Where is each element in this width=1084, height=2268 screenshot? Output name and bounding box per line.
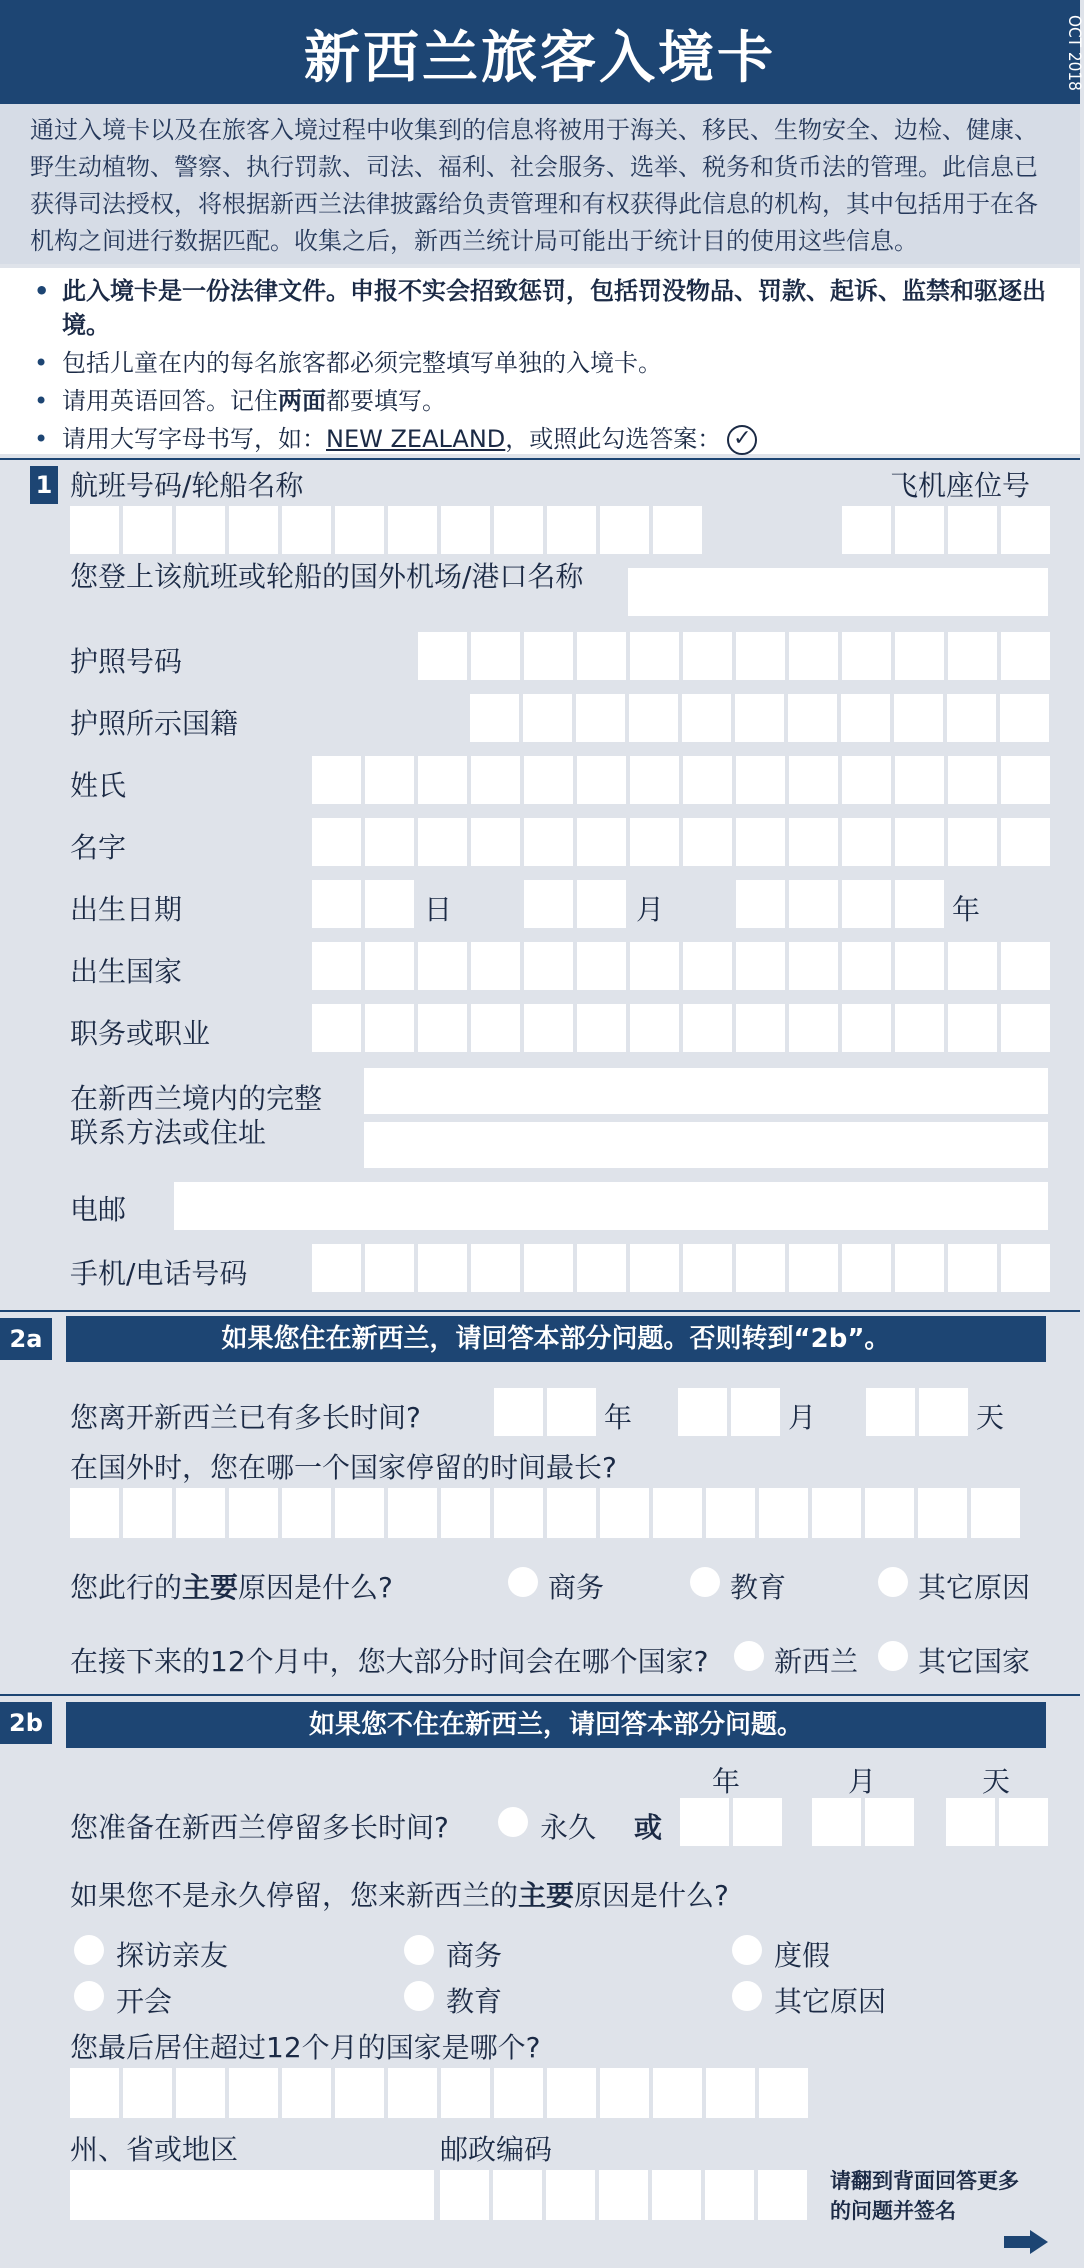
turn-over-note: 请翻到背面回答更多的问题并签名 xyxy=(830,2169,1019,2223)
char-box[interactable] xyxy=(895,1004,944,1052)
char-box[interactable] xyxy=(440,2170,489,2220)
char-box[interactable] xyxy=(577,632,626,680)
visit-business-label: 商务 xyxy=(446,1939,503,1972)
char-box[interactable] xyxy=(312,818,361,866)
section-2b-divider xyxy=(0,1694,1080,1696)
instruction-each xyxy=(30,346,1050,380)
char-box[interactable] xyxy=(842,506,891,554)
char-box[interactable] xyxy=(335,1488,384,1538)
visit-conference-radio[interactable] xyxy=(74,1981,104,2011)
next-nz-radio[interactable] xyxy=(734,1641,764,1671)
char-box[interactable] xyxy=(441,2068,490,2118)
char-box[interactable] xyxy=(1001,1244,1050,1292)
dob-day-label: 日 xyxy=(424,893,453,926)
reason-other-radio[interactable] xyxy=(878,1567,908,1597)
char-box[interactable] xyxy=(471,1004,520,1052)
char-box[interactable] xyxy=(229,2068,278,2118)
char-box[interactable] xyxy=(418,942,467,990)
char-box[interactable] xyxy=(176,1488,225,1538)
char-box[interactable] xyxy=(418,632,467,680)
char-box[interactable] xyxy=(441,1488,490,1538)
char-box[interactable] xyxy=(600,506,649,554)
stay-month-label: 月 xyxy=(848,1765,877,1798)
char-box[interactable] xyxy=(523,694,572,742)
char-box[interactable] xyxy=(524,942,573,990)
char-box[interactable] xyxy=(471,818,520,866)
char-box[interactable] xyxy=(789,632,838,680)
dob-month-label: 月 xyxy=(636,893,665,926)
char-box[interactable] xyxy=(812,1798,861,1846)
char-box[interactable] xyxy=(524,880,573,928)
char-box[interactable] xyxy=(312,756,361,804)
char-box[interactable] xyxy=(365,880,414,928)
char-box[interactable] xyxy=(946,1798,995,1846)
char-box[interactable] xyxy=(176,2068,225,2118)
visit-holiday-radio[interactable] xyxy=(732,1935,762,1965)
visit-other-radio[interactable] xyxy=(732,1981,762,2011)
char-box[interactable] xyxy=(365,1004,414,1052)
given-name-label: 名字 xyxy=(70,831,127,864)
char-box[interactable] xyxy=(895,942,944,990)
char-box[interactable] xyxy=(471,632,520,680)
port-field[interactable] xyxy=(628,568,1048,616)
next-other-radio[interactable] xyxy=(878,1641,908,1671)
char-box[interactable] xyxy=(895,880,944,928)
trip-reason-label xyxy=(70,1566,393,1606)
char-box[interactable] xyxy=(388,506,437,554)
port-label: 您登上该航班或轮船的国外机场/港口名称 xyxy=(70,560,584,593)
char-box[interactable] xyxy=(524,818,573,866)
char-box[interactable] xyxy=(736,818,785,866)
char-box[interactable] xyxy=(1001,756,1050,804)
char-box[interactable] xyxy=(470,694,519,742)
char-box[interactable] xyxy=(418,1004,467,1052)
dob-label: 出生日期 xyxy=(70,893,183,926)
char-box[interactable] xyxy=(547,2068,596,2118)
char-box[interactable] xyxy=(759,2068,808,2118)
char-box[interactable] xyxy=(494,506,543,554)
char-box[interactable] xyxy=(758,2170,807,2220)
time-away-month-label: 月 xyxy=(788,1401,817,1434)
char-box[interactable] xyxy=(736,942,785,990)
char-box[interactable] xyxy=(895,818,944,866)
char-box[interactable] xyxy=(335,2068,384,2118)
stay-permanent-radio[interactable] xyxy=(498,1807,528,1837)
char-box[interactable] xyxy=(706,2068,755,2118)
char-box[interactable] xyxy=(599,2170,648,2220)
char-box[interactable] xyxy=(812,1488,861,1538)
email-field[interactable] xyxy=(174,1182,1048,1230)
char-box[interactable] xyxy=(948,818,997,866)
stay-permanent-label: 永久 xyxy=(540,1811,597,1844)
char-box[interactable] xyxy=(1001,818,1050,866)
stay-year-label: 年 xyxy=(712,1765,741,1798)
char-box[interactable] xyxy=(653,1488,702,1538)
dob-year-label: 年 xyxy=(952,893,981,926)
char-box[interactable] xyxy=(630,942,679,990)
visit-reason-pre: 如果您不是永久停留，您来新西兰的 xyxy=(70,1879,519,1912)
section-1-number: 1 xyxy=(30,466,58,504)
longest-country-label: 在国外时，您在哪一个国家停留的时间最长? xyxy=(70,1451,617,1484)
char-box[interactable] xyxy=(736,1244,785,1292)
phone-label: 手机/电话号码 xyxy=(70,1257,248,1290)
char-box[interactable] xyxy=(524,756,573,804)
char-box[interactable] xyxy=(735,694,784,742)
char-box[interactable] xyxy=(683,942,732,990)
char-box[interactable] xyxy=(736,1004,785,1052)
char-box[interactable] xyxy=(282,2068,331,2118)
char-box[interactable] xyxy=(736,756,785,804)
visit-friends-radio[interactable] xyxy=(74,1935,104,1965)
header xyxy=(0,0,1084,104)
flight-label: 航班号码/轮船名称 xyxy=(70,469,304,502)
char-box[interactable] xyxy=(312,880,361,928)
arrow-right-icon xyxy=(1004,2230,1050,2254)
char-box[interactable] xyxy=(176,506,225,554)
next-12-months-label: 在接下来的12个月中，您大部分时间会在哪个国家? xyxy=(70,1645,709,1678)
char-box[interactable] xyxy=(736,632,785,680)
char-box[interactable] xyxy=(1000,694,1049,742)
trip-reason-post: 原因是什么? xyxy=(238,1571,393,1604)
char-box[interactable] xyxy=(282,1488,331,1538)
char-box[interactable] xyxy=(312,1244,361,1292)
char-box[interactable] xyxy=(788,694,837,742)
instruction-english-bold: 两面 xyxy=(278,387,326,415)
char-box[interactable] xyxy=(70,2068,119,2118)
char-box[interactable] xyxy=(576,694,625,742)
section-2a-banner: 如果您住在新西兰，请回答本部分问题。否则转到“2b”。 xyxy=(66,1316,1046,1362)
visit-conference-label: 开会 xyxy=(116,1985,173,2018)
char-box[interactable] xyxy=(524,1004,573,1052)
char-box[interactable] xyxy=(630,756,679,804)
char-box[interactable] xyxy=(577,942,626,990)
char-box[interactable] xyxy=(577,818,626,866)
char-box[interactable] xyxy=(895,1244,944,1292)
char-box[interactable] xyxy=(312,1004,361,1052)
char-box[interactable] xyxy=(895,756,944,804)
char-box[interactable] xyxy=(918,1488,967,1538)
address-field-line-1[interactable] xyxy=(364,1068,1048,1114)
section-2b-number: 2b xyxy=(0,1702,52,1744)
char-box[interactable] xyxy=(418,1244,467,1292)
instruction-each-text: 包括儿童在内的每名旅客都必须完整填写单独的入境卡。 xyxy=(62,349,662,377)
char-box[interactable] xyxy=(733,1798,782,1846)
surname-label: 姓氏 xyxy=(70,769,127,802)
char-box[interactable] xyxy=(1001,942,1050,990)
char-box[interactable] xyxy=(630,818,679,866)
time-away-year-label: 年 xyxy=(604,1401,633,1434)
state-label: 州、省或地区 xyxy=(70,2133,239,2166)
char-box[interactable] xyxy=(789,756,838,804)
char-box[interactable] xyxy=(842,756,891,804)
char-box[interactable] xyxy=(842,1004,891,1052)
stay-day-label: 天 xyxy=(982,1765,1011,1798)
visit-business-radio[interactable] xyxy=(404,1935,434,1965)
char-box[interactable] xyxy=(948,756,997,804)
char-box[interactable] xyxy=(866,1388,915,1436)
char-box[interactable] xyxy=(895,506,944,554)
char-box[interactable] xyxy=(335,506,384,554)
char-box[interactable] xyxy=(471,942,520,990)
char-box[interactable] xyxy=(365,756,414,804)
instruction-capitals-example: NEW ZEALAND xyxy=(326,425,506,453)
char-box[interactable] xyxy=(577,1244,626,1292)
char-box[interactable] xyxy=(547,1388,596,1436)
seat-label: 飞机座位号 xyxy=(890,469,1031,502)
char-box[interactable] xyxy=(680,1798,729,1846)
section-1-divider xyxy=(0,458,1080,460)
char-box[interactable] xyxy=(123,1488,172,1538)
birth-country-label: 出生国家 xyxy=(70,955,183,988)
char-box[interactable] xyxy=(682,694,731,742)
char-box[interactable] xyxy=(365,1244,414,1292)
char-box[interactable] xyxy=(418,756,467,804)
reason-education-label: 教育 xyxy=(730,1571,787,1604)
char-box[interactable] xyxy=(947,694,996,742)
instructions xyxy=(0,268,1080,454)
version-label: OCT 2018 xyxy=(1064,15,1084,91)
card-title: 新西兰旅客入境卡 xyxy=(304,26,776,91)
instruction-english-post: 都要填写。 xyxy=(326,387,446,415)
instruction-english xyxy=(30,384,1050,418)
reason-education-radio[interactable] xyxy=(690,1567,720,1597)
time-away-label: 您离开新西兰已有多长时间? xyxy=(70,1401,421,1434)
char-box[interactable] xyxy=(652,2170,701,2220)
char-box[interactable] xyxy=(653,2068,702,2118)
visit-reason-bold: 主要 xyxy=(518,1879,575,1912)
address-field-line-2[interactable] xyxy=(364,1122,1048,1168)
section-2a-divider xyxy=(0,1310,1080,1312)
nationality-label: 护照所示国籍 xyxy=(70,707,239,740)
state-field[interactable] xyxy=(70,2170,434,2220)
char-box[interactable] xyxy=(365,942,414,990)
reason-other-label: 其它原因 xyxy=(918,1571,1031,1604)
char-box[interactable] xyxy=(948,942,997,990)
last-country-label: 您最后居住超过12个月的国家是哪个? xyxy=(70,2031,541,2064)
char-box[interactable] xyxy=(789,880,838,928)
trip-reason-pre: 您此行的 xyxy=(70,1571,183,1604)
char-box[interactable] xyxy=(577,1004,626,1052)
char-box[interactable] xyxy=(842,942,891,990)
char-box[interactable] xyxy=(494,1388,543,1436)
email-label: 电邮 xyxy=(70,1193,127,1226)
reason-business-label: 商务 xyxy=(548,1571,605,1604)
char-box[interactable] xyxy=(842,632,891,680)
char-box[interactable] xyxy=(789,1244,838,1292)
instruction-legal-text: 此入境卡是一份法律文件。申报不实会招致惩罚，包括罚没物品、罚款、起诉、监禁和驱逐出境。 xyxy=(62,277,1046,339)
char-box[interactable] xyxy=(494,2068,543,2118)
char-box[interactable] xyxy=(789,1004,838,1052)
instruction-legal xyxy=(30,274,1050,342)
char-box[interactable] xyxy=(1001,506,1050,554)
char-box[interactable] xyxy=(842,880,891,928)
char-box[interactable] xyxy=(678,1388,727,1436)
next-nz-label: 新西兰 xyxy=(774,1645,859,1678)
char-box[interactable] xyxy=(841,694,890,742)
next-other-label: 其它国家 xyxy=(918,1645,1031,1678)
char-box[interactable] xyxy=(282,506,331,554)
char-box[interactable] xyxy=(229,506,278,554)
char-box[interactable] xyxy=(441,506,490,554)
visit-other-label: 其它原因 xyxy=(774,1985,887,2018)
char-box[interactable] xyxy=(948,1004,997,1052)
char-box[interactable] xyxy=(706,1488,755,1538)
or-label: 或 xyxy=(634,1811,663,1844)
visit-reason-label xyxy=(70,1874,729,1914)
char-box[interactable] xyxy=(971,1488,1020,1538)
char-box[interactable] xyxy=(123,2068,172,2118)
char-box[interactable] xyxy=(229,1488,278,1538)
char-box[interactable] xyxy=(842,818,891,866)
char-box[interactable] xyxy=(759,1488,808,1538)
reason-business-radio[interactable] xyxy=(508,1567,538,1597)
char-box[interactable] xyxy=(629,694,678,742)
char-box[interactable] xyxy=(683,756,732,804)
char-box[interactable] xyxy=(736,880,785,928)
time-away-day-label: 天 xyxy=(976,1401,1005,1434)
char-box[interactable] xyxy=(471,1244,520,1292)
char-box[interactable] xyxy=(630,1004,679,1052)
char-box[interactable] xyxy=(418,818,467,866)
char-box[interactable] xyxy=(471,756,520,804)
char-box[interactable] xyxy=(894,694,943,742)
char-box[interactable] xyxy=(653,506,702,554)
stay-length-label: 您准备在新西兰停留多长时间? xyxy=(70,1811,449,1844)
char-box[interactable] xyxy=(1001,632,1050,680)
char-box[interactable] xyxy=(999,1798,1048,1846)
intro-text: 通过入境卡以及在旅客入境过程中收集到的信息将被用于海关、移民、生物安全、边检、健康、野生动植物、警察、执行罚款、司法、福利、社会服务、选举、税务和货币法的管理。此信息已获得司法授权，将根据新西兰法律披露给负责管理和有权获得此信息的机构，其中包括用于在各机构之间进行数据匹配。收集之后，新西兰统计局可能出于统计目的使用这些信息。 xyxy=(30,116,1038,255)
char-box[interactable] xyxy=(123,506,172,554)
char-box[interactable] xyxy=(919,1388,968,1436)
char-box[interactable] xyxy=(630,1244,679,1292)
char-box[interactable] xyxy=(600,2068,649,2118)
char-box[interactable] xyxy=(388,1488,437,1538)
visit-education-radio[interactable] xyxy=(404,1981,434,2011)
char-box[interactable] xyxy=(683,1244,732,1292)
char-box[interactable] xyxy=(524,632,573,680)
char-box[interactable] xyxy=(683,818,732,866)
visit-education-label: 教育 xyxy=(446,1985,503,2018)
char-box[interactable] xyxy=(948,632,997,680)
instruction-capitals-pre: 请用大写字母书写，如： xyxy=(62,425,326,453)
char-box[interactable] xyxy=(577,756,626,804)
char-box[interactable] xyxy=(493,2170,542,2220)
visit-reason-post: 原因是什么? xyxy=(574,1879,729,1912)
trip-reason-bold: 主要 xyxy=(182,1571,239,1604)
char-box[interactable] xyxy=(705,2170,754,2220)
char-box[interactable] xyxy=(865,1798,914,1846)
char-box[interactable] xyxy=(312,942,361,990)
char-box[interactable] xyxy=(388,2068,437,2118)
char-box[interactable] xyxy=(70,506,119,554)
section-2b-banner: 如果您不住在新西兰，请回答本部分问题。 xyxy=(66,1702,1046,1748)
char-box[interactable] xyxy=(789,818,838,866)
occupation-label: 职务或职业 xyxy=(70,1017,211,1050)
char-box[interactable] xyxy=(683,1004,732,1052)
address-label: 在新西兰境内的完整联系方法或住址 xyxy=(70,1082,323,1149)
char-box[interactable] xyxy=(70,1488,119,1538)
visit-friends-label: 探访亲友 xyxy=(116,1939,229,1972)
visit-holiday-label: 度假 xyxy=(774,1939,831,1972)
char-box[interactable] xyxy=(842,1244,891,1292)
char-box[interactable] xyxy=(547,506,596,554)
char-box[interactable] xyxy=(948,1244,997,1292)
char-box[interactable] xyxy=(865,1488,914,1538)
char-box[interactable] xyxy=(365,818,414,866)
char-box[interactable] xyxy=(494,1488,543,1538)
char-box[interactable] xyxy=(546,2170,595,2220)
section-2a-number: 2a xyxy=(0,1318,52,1360)
char-box[interactable] xyxy=(731,1388,780,1436)
check-example-icon: ✓ xyxy=(727,425,757,455)
postcode-label: 邮政编码 xyxy=(440,2133,553,2166)
instruction-english-pre: 请用英语回答。记住 xyxy=(62,387,278,415)
char-box[interactable] xyxy=(895,632,944,680)
char-box[interactable] xyxy=(683,632,732,680)
char-box[interactable] xyxy=(948,506,997,554)
passport-label: 护照号码 xyxy=(70,645,183,678)
char-box[interactable] xyxy=(524,1244,573,1292)
instruction-capitals-post: ，或照此勾选答案： xyxy=(505,425,722,453)
char-box[interactable] xyxy=(789,942,838,990)
char-box[interactable] xyxy=(577,880,626,928)
char-box[interactable] xyxy=(630,632,679,680)
instruction-capitals xyxy=(30,422,1050,456)
char-box[interactable] xyxy=(1001,1004,1050,1052)
intro-panel xyxy=(0,104,1080,264)
char-box[interactable] xyxy=(600,1488,649,1538)
char-box[interactable] xyxy=(547,1488,596,1538)
